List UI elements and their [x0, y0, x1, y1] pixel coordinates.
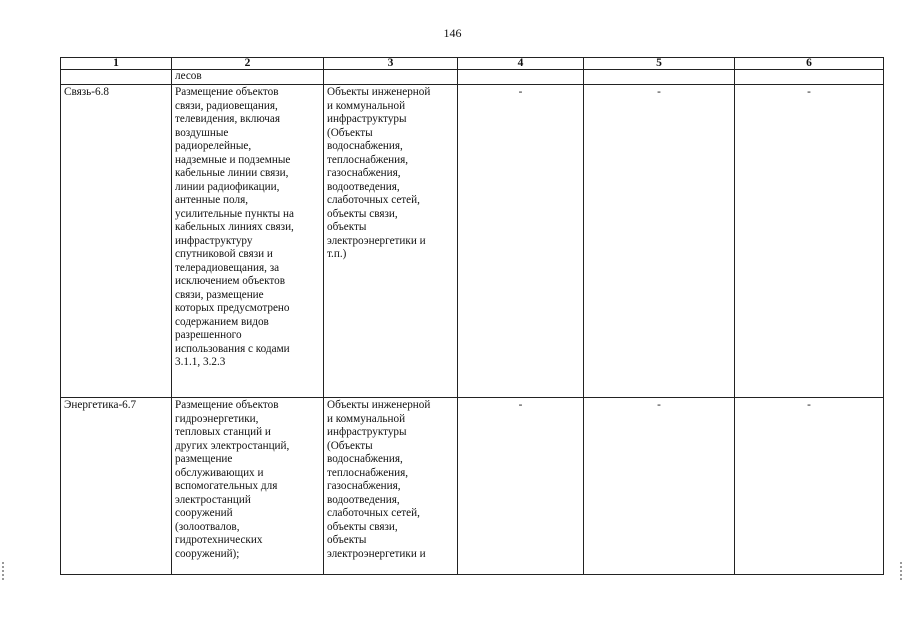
land-use-type-label: Энергетика-6.7: [64, 399, 137, 411]
table-row: [61, 398, 884, 575]
description-text: Размещение объектов гидроэнергетики, тепловых станций и других электростанций, размещение обслуживающих и вспомогательных для электростанций сооружений (золоотвалов, гидротехнических сооружений);: [175, 399, 290, 560]
column-header-2: 2: [172, 58, 324, 70]
table-cell: -: [735, 398, 884, 575]
description-cell: [172, 85, 324, 398]
table-cell: [458, 70, 584, 85]
table-cell: лесов: [172, 70, 324, 85]
table-row: [61, 85, 884, 398]
objects-text: Объекты инженерной и коммунальной инфраструктуры (Объекты водоснабжения, теплоснабжения, газоснабжения, водоотведения, слаботочных сетей, объекты связи, объекты электроэнергетики и т.п.): [327, 86, 431, 260]
description-cell: [172, 398, 324, 575]
page-number: 146: [443, 26, 462, 40]
land-use-type-label: Связь-6.8: [64, 86, 109, 98]
table-cell: -: [584, 85, 735, 398]
table-cell: [584, 70, 735, 85]
scan-edge-mark: [2, 562, 4, 580]
objects-cell: [324, 85, 458, 398]
scan-edge-mark: [900, 562, 902, 580]
table-cell: [324, 70, 458, 85]
column-header-3: 3: [324, 58, 458, 70]
table-row: [61, 70, 884, 85]
description-text: Размещение объектов связи, радиовещания, телевидения, включая воздушные радиорелейные, надземные и подземные кабельные линии связи, линии радиофикации, антенные поля, усилительные пункты на кабельных линиях связи, инфраструктуру спутниковой связи и телерадиовещания, за исключением объектов связи, размещение которых предусмотрено содержанием видов разрешенного использования с кодами 3.1.1, 3.2.3: [175, 86, 294, 368]
land-use-type-cell: [61, 85, 172, 398]
column-header-5: 5: [584, 58, 735, 70]
column-header-6: 6: [735, 58, 884, 70]
column-header-1: 1: [61, 58, 172, 70]
land-use-table: [60, 57, 884, 575]
table-cell: [735, 70, 884, 85]
table-cell: -: [584, 398, 735, 575]
objects-cell: [324, 398, 458, 575]
column-header-4: 4: [458, 58, 584, 70]
objects-text: Объекты инженерной и коммунальной инфраструктуры (Объекты водоснабжения, теплоснабжения, газоснабжения, водоотведения, слаботочных сетей, объекты связи, объекты электроэнергетики и: [327, 399, 431, 560]
table-header-row: [61, 58, 884, 70]
table-cell: [61, 70, 172, 85]
table-cell: -: [458, 85, 584, 398]
land-use-type-cell: [61, 398, 172, 575]
table-cell: -: [735, 85, 884, 398]
table-cell: -: [458, 398, 584, 575]
